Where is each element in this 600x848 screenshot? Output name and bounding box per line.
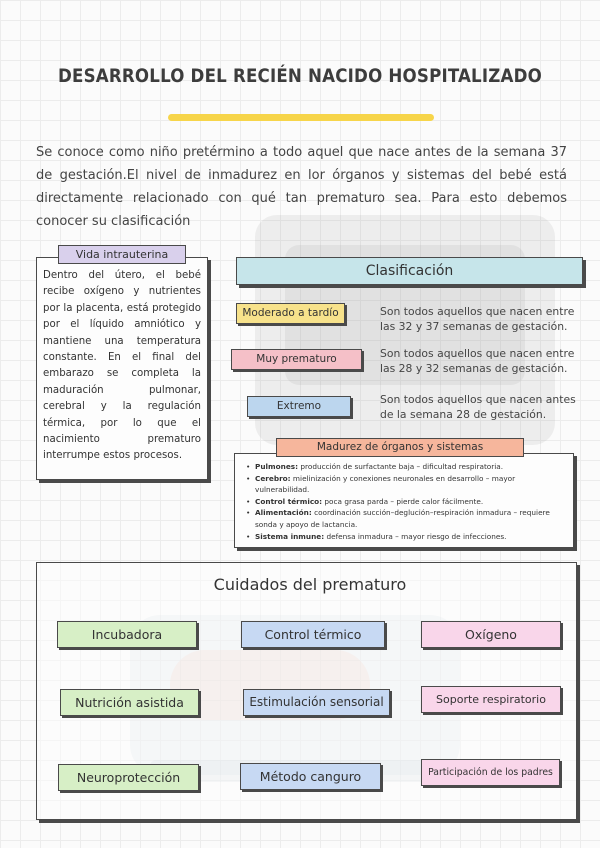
vida-intrauterina-box [36,257,208,480]
madurez-item-cerebro [245,473,565,496]
clasificacion-header: Clasificación [236,257,583,285]
madurez-text: defensa inmadura – mayor riesgo de infecciones. [324,531,507,541]
madurez-term: Sistema inmune: [255,531,325,541]
care-item-participacion-padres: Participación de los padres [421,759,560,786]
page-title: DESARROLLO DEL RECIÉN NACIDO HOSPITALIZADO [58,66,542,87]
intro-paragraph: Se conoce como niño pretérmino a todo aquel que nace antes de la semana 37 de gestación.El nivel de inmadurez en lor órganos y sistemas del bebé está directamente relacionado con qué tan prematuro sea. Para esto debemos conocer su clasificación [36,145,567,229]
clasificacion-desc-moderado: Son todos aquellos que nacen entre las 32 y 37 semanas de gestación. [380,305,575,333]
madurez-box [234,453,574,548]
care-item-neuroproteccion: Neuroprotección [58,764,199,791]
madurez-item-alimentacion [245,507,565,530]
madurez-term: Cerebro: [255,473,291,483]
care-item-oxigeno: Oxígeno [421,621,561,648]
title-highlight [168,114,434,121]
clasificacion-desc-muy-prematuro: Son todos aquellos que nacen entre las 28 y 32 semanas de gestación. [380,347,575,375]
madurez-text: poca grasa parda – pierde calor fácilmente. [322,496,484,506]
clasificacion-tag-extremo: Extremo [247,396,351,417]
clasificacion-tag-muy-prematuro: Muy prematuro [231,349,362,370]
madurez-list [245,461,565,542]
madurez-item-sistema-inmune [245,531,565,543]
care-item-soporte-respiratorio: Soporte respiratorio [421,686,561,713]
care-item-metodo-canguro: Método canguro [240,763,381,790]
care-item-nutricion-asistida: Nutrición asistida [60,689,199,716]
vida-intrauterina-text: Dentro del útero, el bebé recibe oxígeno y nutrientes por la placenta, está protegido por el líquido amniótico y mantiene una temperatura constante. En el final del embarazo se completa la maduración pulmonar, cerebral y la regulación térmica, por lo que el nacimiento prematuro interrumpe estos procesos. [43,270,201,462]
madurez-term: Alimentación: [255,508,312,518]
care-item-control-termico: Control térmico [241,621,385,648]
madurez-label: Madurez de órganos y sistemas [276,438,524,457]
clasificacion-desc-extremo: Son todos aquellos que nacen antes de la semana 28 de gestación. [380,393,576,421]
madurez-text: mielinización y conexiones neuronales en desarrollo – mayor vulnerabilidad. [255,473,516,495]
cuidados-title: Cuidados del prematuro [213,575,407,594]
madurez-text: coordinación succión–deglución–respiración inmadura – requiere sonda y apoyo de lactancia. [255,508,550,529]
madurez-item-pulmones [245,461,565,473]
madurez-text: producción de surfactante baja – dificultad respiratoria. [298,462,504,471]
clasificacion-tag-moderado: Moderado a tardío [236,303,345,324]
madurez-item-control-termico [245,496,565,508]
care-item-estimulacion-sensorial: Estimulación sensorial [243,689,390,716]
care-item-incubadora: Incubadora [57,621,197,648]
madurez-term: Control térmico: [255,496,323,506]
vida-intrauterina-label: Vida intrauterina [58,245,186,264]
madurez-term: Pulmones: [255,462,299,471]
